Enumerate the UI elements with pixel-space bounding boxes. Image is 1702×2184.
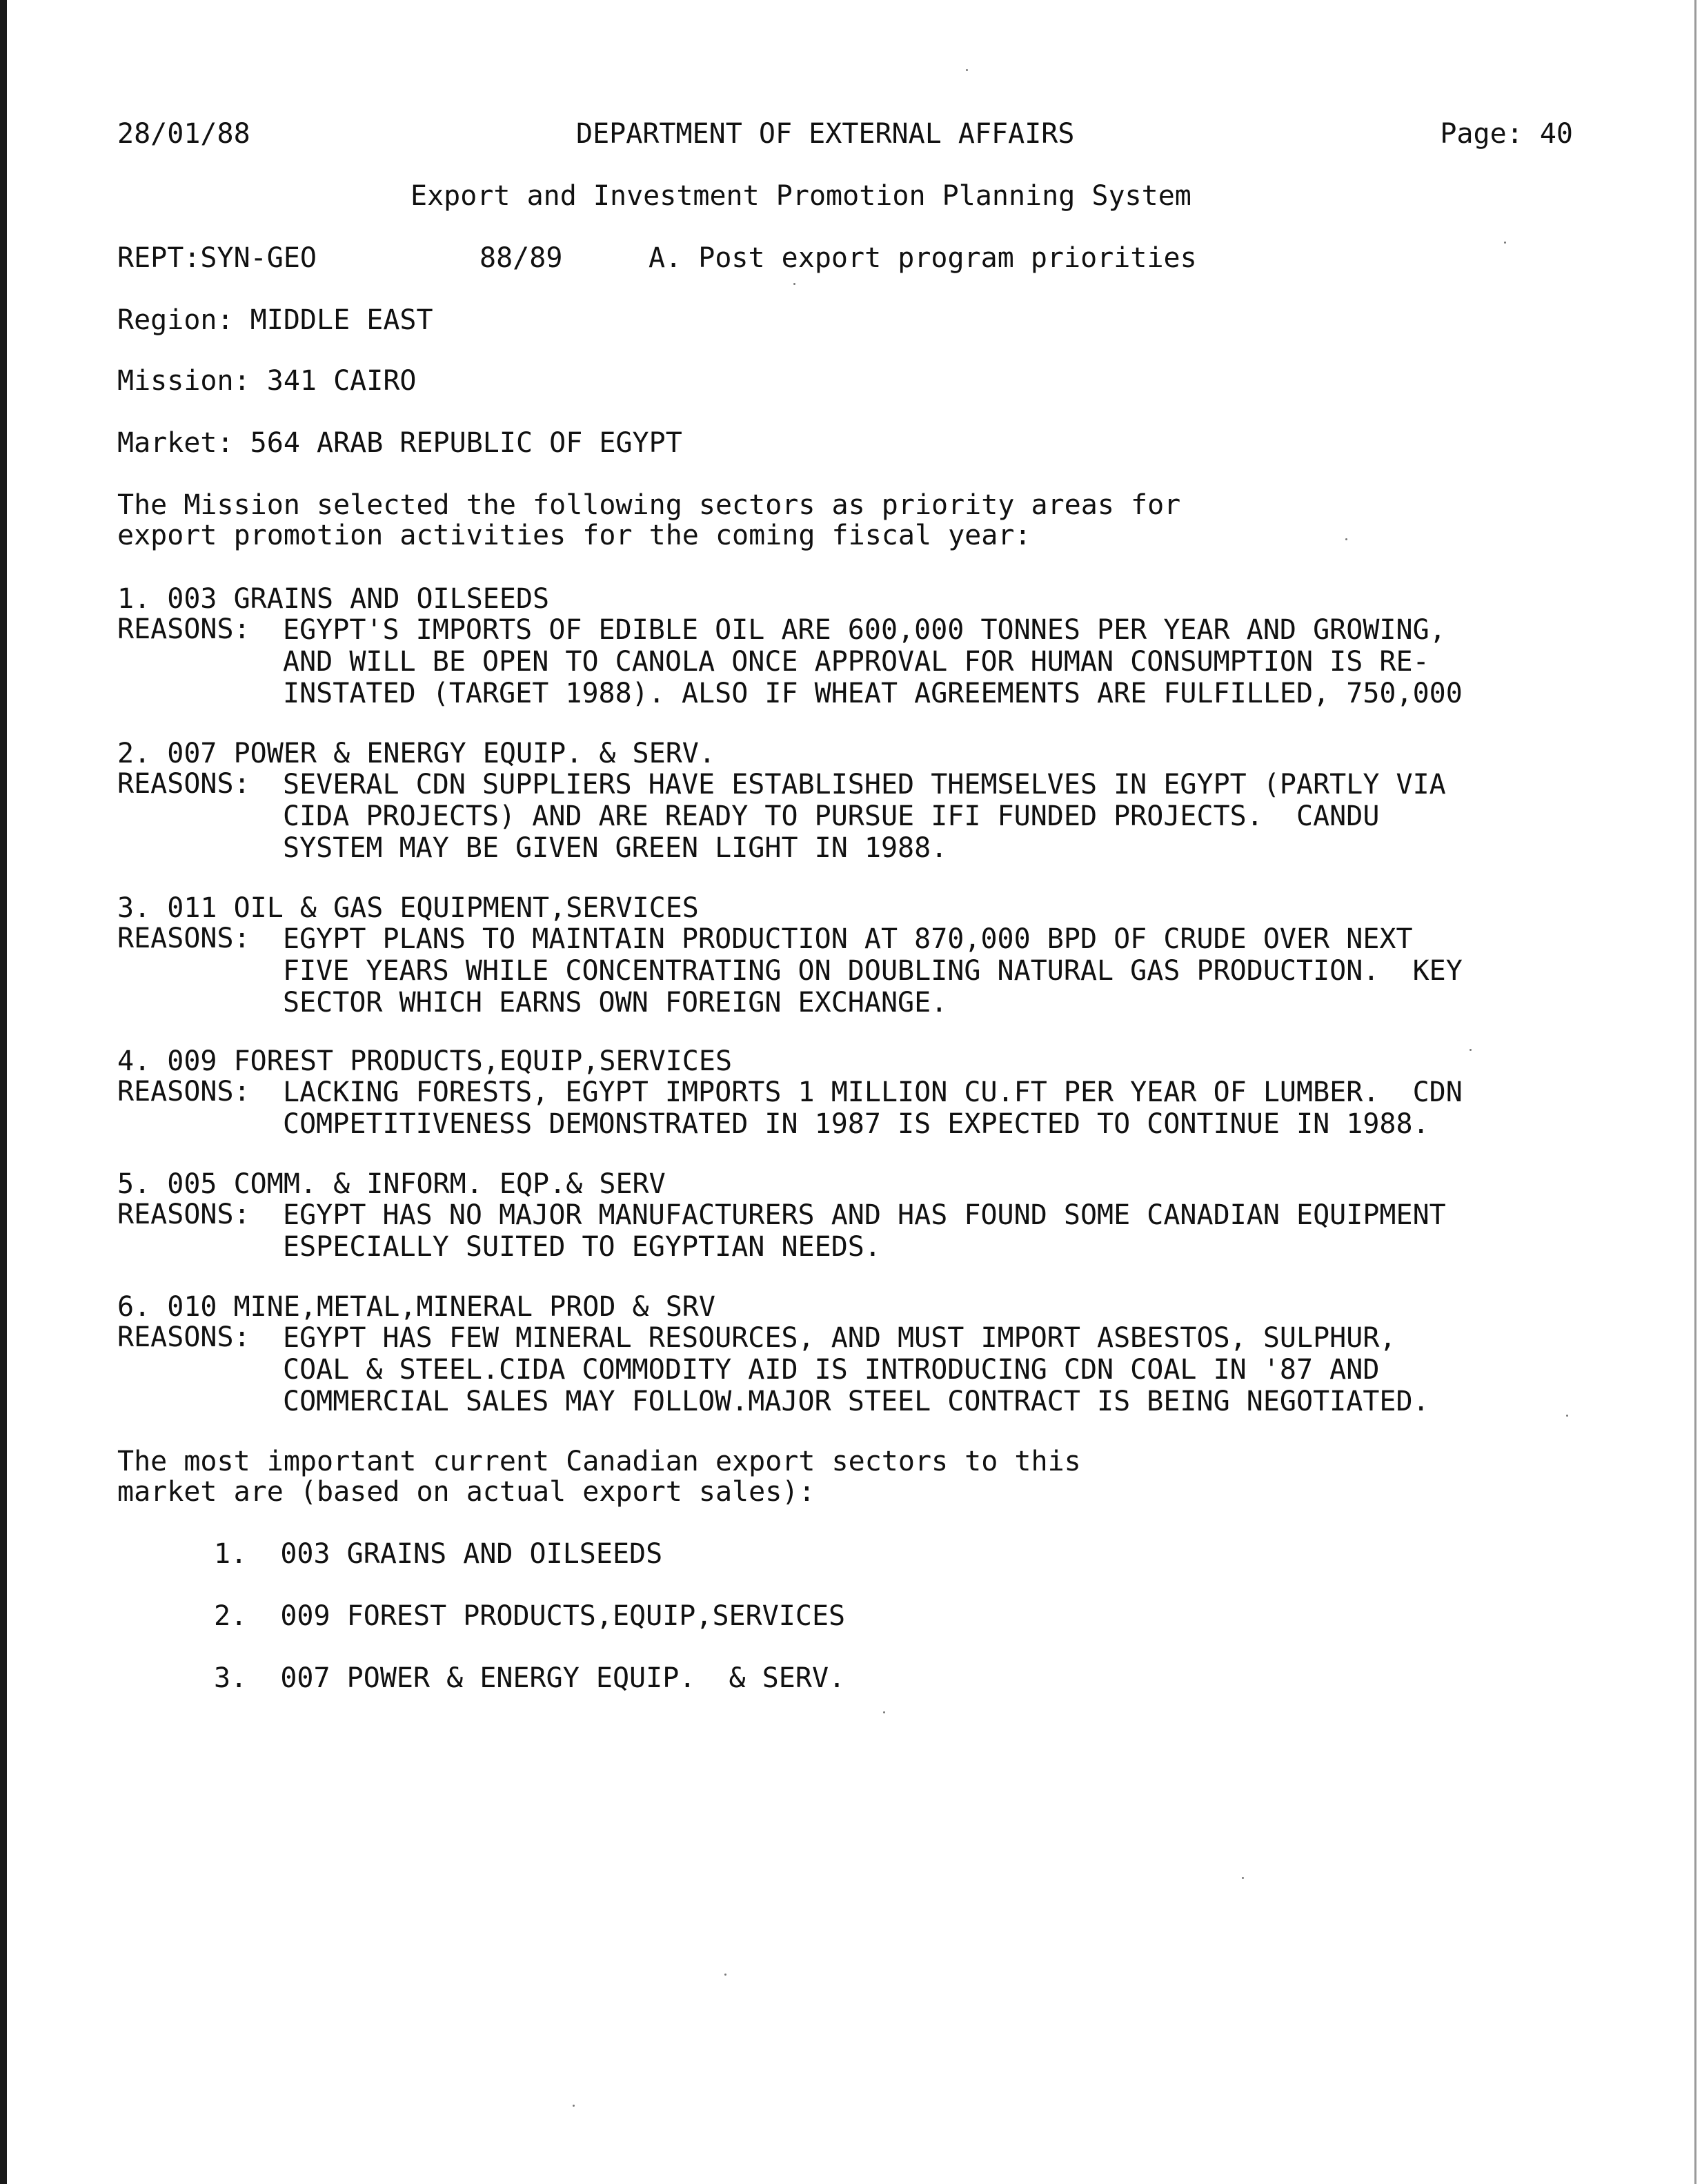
reasons-label: REASONS: <box>117 1321 250 1353</box>
scan-speck <box>1242 1877 1244 1879</box>
report-title: A. Post export program priorities <box>649 242 1197 274</box>
scan-speck <box>724 1974 726 1976</box>
mission-line: Mission: 341 CAIRO <box>117 365 417 397</box>
current-sector-item-1: 1. 003 GRAINS AND OILSEEDS <box>214 1538 663 1570</box>
region-line: Region: MIDDLE EAST <box>117 304 433 336</box>
scan-speck <box>573 2105 575 2107</box>
reasons-text: EGYPT PLANS TO MAINTAIN PRODUCTION AT 870,000 BPD OF CRUDE OVER NEXT FIVE YEARS WHILE CONCENTRATING ON DOUBLING NATURAL GAS PRODUCTION. KEY SECTOR WHICH EARNS OWN FOREIGN EXCHANGE. <box>283 923 1463 1019</box>
sector-title: 3. 011 OIL & GAS EQUIPMENT,SERVICES <box>117 892 699 924</box>
reasons-label: REASONS: <box>117 923 250 954</box>
department-title: DEPARTMENT OF EXTERNAL AFFAIRS <box>576 118 1075 150</box>
sector-title: 1. 003 GRAINS AND OILSEEDS <box>117 583 550 615</box>
scan-speck <box>1470 1049 1472 1051</box>
scan-speck <box>966 69 968 71</box>
priority-intro-line-1: The Mission selected the following sectors as priority areas for <box>117 489 1181 521</box>
report-date: 28/01/88 <box>117 118 250 150</box>
reasons-text: LACKING FORESTS, EGYPT IMPORTS 1 MILLION CU.FT PER YEAR OF LUMBER. CDN COMPETITIVENESS DEMONSTRATED IN 1987 IS EXPECTED TO CONTINUE IN 1988. <box>283 1076 1463 1140</box>
scan-speck <box>1504 242 1506 244</box>
market-line: Market: 564 ARAB REPUBLIC OF EGYPT <box>117 427 682 459</box>
priority-intro-line-2: export promotion activities for the coming fiscal year: <box>117 520 1031 551</box>
sector-title: 6. 010 MINE,METAL,MINERAL PROD & SRV <box>117 1291 715 1323</box>
report-id: REPT:SYN-GEO <box>117 242 317 274</box>
scan-speck <box>793 283 795 285</box>
reasons-label: REASONS: <box>117 1199 250 1230</box>
sector-title: 5. 005 COMM. & INFORM. EQP.& SERV <box>117 1168 666 1200</box>
scan-right-edge <box>1694 0 1696 2184</box>
reasons-text: EGYPT HAS FEW MINERAL RESOURCES, AND MUST IMPORT ASBESTOS, SULPHUR, COAL & STEEL.CIDA COMMODITY AID IS INTRODUCING CDN COAL IN '87 AND COMMERCIAL SALES MAY FOLLOW.MAJOR STEEL CONTRACT IS BEING NEGOTIATED. <box>283 1322 1429 1417</box>
scan-speck <box>1566 1415 1568 1417</box>
reasons-text: SEVERAL CDN SUPPLIERS HAVE ESTABLISHED THEMSELVES IN EGYPT (PARTLY VIA CIDA PROJECTS) AND ARE READY TO PURSUE IFI FUNDED PROJECTS. CANDU SYSTEM MAY BE GIVEN GREEN LIGHT IN 1988. <box>283 769 1446 864</box>
scan-speck <box>883 1711 885 1713</box>
sector-title: 2. 007 POWER & ENERGY EQUIP. & SERV. <box>117 738 715 769</box>
report-year: 88/89 <box>479 242 563 274</box>
current-sectors-intro-line-2: market are (based on actual export sales): <box>117 1476 815 1508</box>
reasons-text: EGYPT'S IMPORTS OF EDIBLE OIL ARE 600,000 TONNES PER YEAR AND GROWING, AND WILL BE OPEN TO CANOLA ONCE APPROVAL FOR HUMAN CONSUMPTION IS RE- INSTATED (TARGET 1988). ALSO IF WHEAT AGREEMENTS ARE FULFILLED, 750,000 <box>283 614 1463 709</box>
reasons-label: REASONS: <box>117 1076 250 1108</box>
current-sector-item-2: 2. 009 FOREST PRODUCTS,EQUIP,SERVICES <box>214 1600 846 1632</box>
sector-title: 4. 009 FOREST PRODUCTS,EQUIP,SERVICES <box>117 1045 733 1077</box>
current-sector-item-3: 3. 007 POWER & ENERGY EQUIP. & SERV. <box>214 1662 846 1694</box>
scan-speck <box>1345 538 1347 540</box>
reasons-text: EGYPT HAS NO MAJOR MANUFACTURERS AND HAS FOUND SOME CANADIAN EQUIPMENT ESPECIALLY SUITED TO EGYPTIAN NEEDS. <box>283 1199 1446 1263</box>
reasons-label: REASONS: <box>117 768 250 800</box>
reasons-label: REASONS: <box>117 613 250 645</box>
scan-left-edge <box>0 0 7 2184</box>
system-subtitle: Export and Investment Promotion Planning System <box>410 180 1191 212</box>
current-sectors-intro-line-1: The most important current Canadian export sectors to this <box>117 1446 1081 1477</box>
page-number: Page: 40 <box>1440 118 1573 150</box>
